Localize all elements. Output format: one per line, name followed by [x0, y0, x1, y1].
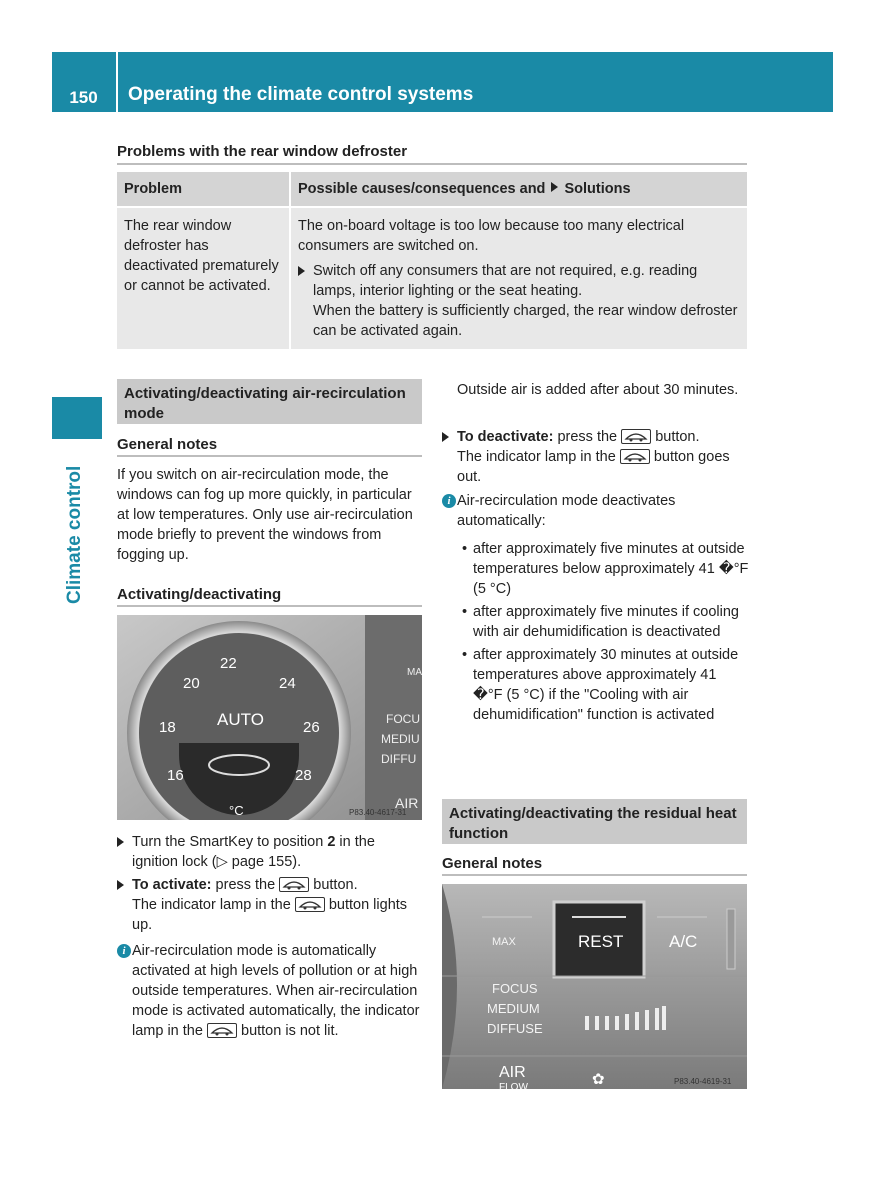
arrow-icon [117, 880, 124, 890]
problems-heading: Problems with the rear window defroster [117, 143, 408, 160]
list-item: • after approximately five minutes if cooling with air dehumidification is deactivated [457, 602, 749, 642]
climate-dial-image [117, 615, 422, 820]
arrow-icon [117, 837, 124, 847]
diffuse-label: DIFFU [381, 752, 417, 766]
info-icon: i [442, 494, 456, 508]
activating-heading: Activating/deactivating [117, 586, 282, 603]
general-notes-heading: General notes [442, 855, 543, 872]
recirc-section-title: Activating/deactivating air-recirculation mode [117, 379, 422, 424]
diffuse-label: DIFFUSE [487, 1021, 543, 1036]
max-label: MA [407, 667, 422, 678]
image-reference: P83.40-4619-31 [674, 1077, 732, 1086]
deactivation-conditions-list [457, 539, 749, 728]
temp-label: 28 [295, 767, 312, 784]
cause-text: The on-board voltage is too low because too many electrical consumers are switched on. [298, 218, 685, 254]
side-tab-label: Climate control [64, 465, 85, 604]
air-label: AIR [395, 795, 419, 811]
general-notes-heading: General notes [117, 436, 218, 453]
control-panel-image [442, 884, 747, 1089]
column-header-problem: Problem [117, 172, 290, 207]
focus-label: FOCU [386, 712, 420, 726]
info-icon: i [117, 944, 131, 958]
divider [117, 163, 747, 165]
arrow-icon [551, 182, 558, 192]
solution-cell [290, 207, 747, 349]
step-deactivate: To deactivate: press the button. The indicator lamp in the button goes out. [442, 427, 747, 487]
divider [442, 874, 747, 876]
step-activate: To activate: press the button. The indicator lamp in the button lights up. [117, 875, 422, 935]
max-label: MAX [492, 936, 516, 948]
side-tab-marker [52, 397, 102, 439]
info-auto-activate: i Air-recirculation mode is automatically activated at high levels of pollution or at high outside temperatures. When air-recirculation mode is activated automatically, the indicator lamp in the button is not lit. [117, 941, 422, 1041]
divider [117, 455, 422, 457]
air-label: AIR [499, 1064, 526, 1081]
problem-cell: The rear window defroster has deactivated prematurely or cannot be activated. [117, 207, 290, 349]
temp-label: 20 [183, 675, 200, 692]
page-number: 150 [69, 88, 98, 107]
focus-label: FOCUS [492, 981, 538, 996]
unit-label: °C [229, 803, 244, 818]
medium-label: MEDIU [381, 732, 420, 746]
temp-label: 26 [303, 719, 320, 736]
info-auto-deactivate: i Air-recirculation mode deactivates automatically: [442, 491, 747, 531]
page-title: Operating the climate control systems [128, 84, 474, 105]
medium-label: MEDIUM [487, 1001, 540, 1016]
outside-air-text: Outside air is added after about 30 minutes. [457, 382, 739, 398]
residual-heat-section-title: Activating/deactivating the residual heat function [442, 799, 747, 844]
list-item: • after approximately 30 minutes at outside temperatures above approximately 41 �°F (5 °C) if the "Cooling with air dehumidification" function is activated [457, 645, 749, 725]
image-reference: P83.40-4617-31 [349, 808, 407, 817]
problems-table [117, 172, 747, 349]
solution-step: Switch off any consumers that are not required, e.g. reading lamps, interior lighting or the seat heating. When the battery is sufficiently charged, the rear window defroster can be activated again. [298, 261, 740, 341]
temp-label: 16 [167, 767, 184, 784]
step-smartkey: Turn the SmartKey to position 2 in the ignition lock (▷ page 155). [117, 832, 422, 872]
header-divider [116, 52, 118, 112]
column-header-solutions: Possible causes/consequences and Solutions [290, 172, 747, 207]
table-row [117, 207, 747, 349]
temp-label: 24 [279, 675, 296, 692]
recirculation-button-icon [621, 429, 651, 444]
list-item: • after approximately five minutes at outside temperatures below approximately 41 �°F (5 °C) [457, 539, 749, 599]
recirculation-button-icon [295, 897, 325, 912]
recirculation-button-icon [620, 449, 650, 464]
arrow-icon [442, 432, 449, 442]
general-notes-text: If you switch on air-recirculation mode, the windows can fog up more quickly, in particular at low temperatures. Only use air-recirculation mode briefly to prevent the windows from fogging up. [117, 467, 413, 563]
fan-icon: ✿ [592, 1071, 605, 1088]
arrow-icon [298, 266, 305, 276]
flow-label: FLOW [499, 1082, 528, 1089]
solution-note: When the battery is sufficiently charged, the rear window defroster can be activated again. [313, 303, 738, 339]
auto-label: AUTO [217, 710, 264, 729]
table-header-row [117, 172, 747, 207]
ac-button-label: A/C [669, 932, 698, 951]
temp-label: 22 [220, 655, 237, 672]
rest-button-label: REST [578, 932, 624, 951]
recirculation-button-icon [207, 1023, 237, 1038]
temp-label: 18 [159, 719, 176, 736]
recirculation-button-icon [279, 877, 309, 892]
divider [117, 605, 422, 607]
